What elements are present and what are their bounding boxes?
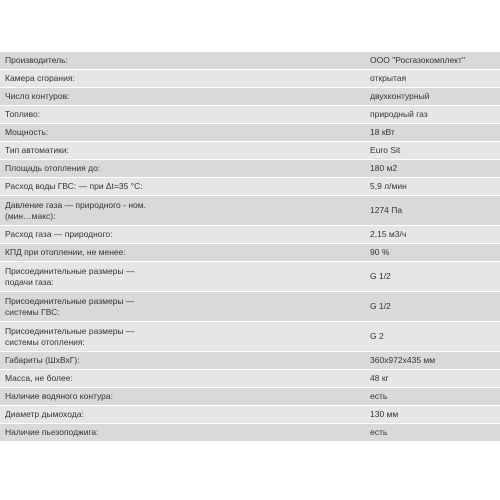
spec-value: G 1/2 — [370, 301, 391, 311]
spec-row — [0, 262, 500, 292]
spec-row — [0, 160, 500, 178]
spec-name: КПД при отоплении, не менее: — [5, 247, 126, 257]
spec-name: Давление газа — природного - ном. (мин…макс): — [5, 199, 146, 221]
spec-name: Присоединительные размеры — подачи газа: — [5, 265, 135, 287]
spec-name: Тип автоматики: — [5, 145, 69, 155]
spec-name: Расход газа — природного: — [5, 229, 113, 239]
spec-row — [0, 142, 500, 160]
spec-name: Производитель: — [5, 55, 68, 65]
spec-name: Наличие пьезоподжига: — [5, 427, 99, 437]
spec-row — [0, 322, 500, 352]
spec-value: G 1/2 — [370, 271, 391, 281]
spec-name: Диаметр дымохода: — [5, 409, 84, 419]
spec-row — [0, 196, 500, 226]
spec-row — [0, 178, 500, 196]
spec-row — [0, 70, 500, 88]
spec-row — [0, 106, 500, 124]
spec-value: Euro Sit — [370, 145, 401, 155]
spec-row — [0, 424, 500, 442]
spec-value: открытая — [370, 73, 407, 83]
spec-name: Габариты (ШхВхГ): — [5, 355, 80, 365]
spec-row — [0, 388, 500, 406]
spec-row — [0, 124, 500, 142]
spec-value: природный газ — [370, 109, 428, 119]
spec-value: есть — [370, 427, 388, 437]
spec-value: 1274 Па — [370, 205, 403, 215]
spec-name: Масса, не более: — [5, 373, 73, 383]
spec-row — [0, 244, 500, 262]
spec-value: 48 кг — [370, 373, 389, 383]
spec-name: Наличие водяного контура: — [5, 391, 113, 401]
spec-value: 18 кВт — [370, 127, 395, 137]
spec-table — [0, 52, 500, 442]
spec-value: 360х972х435 мм — [370, 355, 436, 365]
spec-value: 2,15 м3/ч — [370, 229, 407, 239]
spec-name: Площадь отопления до: — [5, 163, 101, 173]
spec-value: 180 м2 — [370, 163, 398, 173]
spec-row — [0, 88, 500, 106]
spec-name: Мощность: — [5, 127, 49, 137]
spec-name: Расход воды ГВС: — при Δt=35 °С: — [5, 181, 143, 191]
spec-value: 5,9 л/мин — [370, 181, 407, 191]
spec-name: Число контуров: — [5, 91, 70, 101]
spec-row — [0, 52, 500, 70]
spec-row — [0, 406, 500, 424]
spec-name: Топливо: — [5, 109, 41, 119]
spec-name: Присоединительные размеры — системы ГВС: — [5, 295, 135, 317]
spec-value: есть — [370, 391, 388, 401]
spec-value: двухконтурный — [370, 91, 430, 101]
spec-value: G 2 — [370, 331, 384, 341]
spec-value: 130 мм — [370, 409, 399, 419]
spec-row — [0, 292, 500, 322]
spec-name: Присоединительные размеры — системы отопления: — [5, 325, 135, 347]
spec-row — [0, 226, 500, 244]
spec-row — [0, 370, 500, 388]
spec-row — [0, 352, 500, 370]
spec-value: ООО "Росгазокомплект" — [370, 55, 465, 65]
spec-name: Камера сгорания: — [5, 73, 75, 83]
spec-value: 90 % — [370, 247, 390, 257]
